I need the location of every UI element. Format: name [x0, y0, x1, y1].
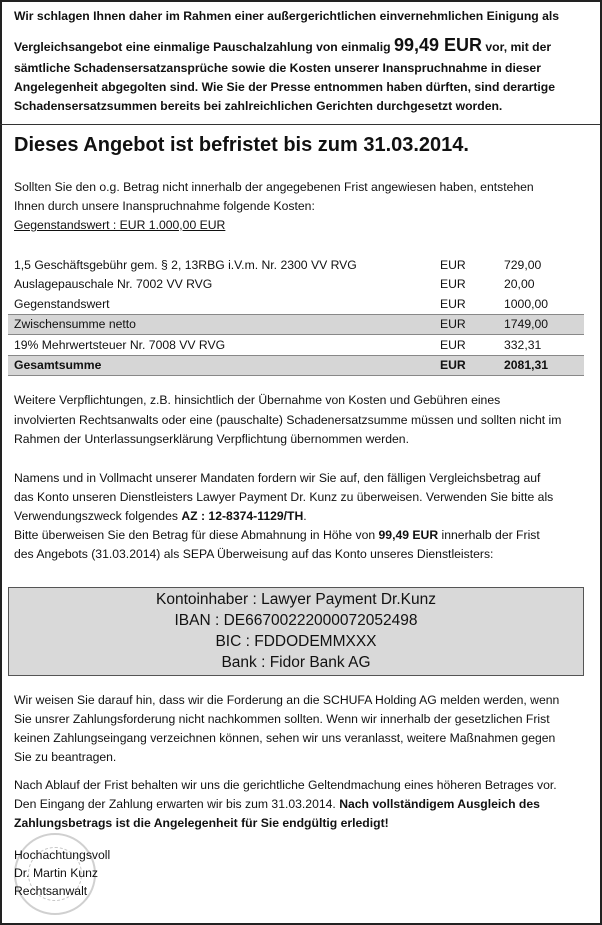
divider [0, 124, 600, 125]
fee-currency: EUR [440, 296, 466, 311]
obligations-line-2: involvierten Rechtsanwalts oder eine (pauschalte) Schadenersatzsumme müssen und sollten nicht im [14, 413, 562, 427]
payment-line-3-end: . [303, 509, 307, 523]
costs-intro-line-2: Ihnen durch unsere Inanspruchnahme folgende Kosten: [14, 199, 315, 213]
payment-line-4 [14, 526, 540, 545]
signature-role: Rechtsanwalt [14, 884, 88, 898]
payment-line-2: das Konto unseren Dienstleisters Lawyer Payment Dr. Kunz zu überweisen. Verwenden Sie bitte als [14, 490, 554, 504]
fee-label: Gegenstandswert [14, 296, 110, 311]
fee-amount: 729,00 [504, 257, 542, 272]
fee-currency: EUR [434, 314, 498, 335]
fee-currency: EUR [440, 257, 466, 272]
fee-row [8, 294, 584, 314]
intro-line-2-end: vor, mit der [485, 40, 552, 54]
total-row [8, 355, 584, 376]
payment-line-3-text: Verwendungszweck folgendes [14, 509, 178, 523]
obligations-line-1: Weitere Verpflichtungen, z.B. hinsichtlich der Übernahme von Kosten und Gebühren eines [14, 393, 501, 407]
payment-line-4-text: Bitte überweisen Sie den Betrag für diese Abmahnung in Höhe von [14, 528, 376, 542]
fee-amount: 2081,31 [498, 355, 584, 376]
fee-label: Zwischensumme netto [8, 314, 434, 335]
fee-currency: EUR [434, 355, 498, 376]
account-holder: Kontoinhaber : Lawyer Payment Dr.Kunz [155, 591, 436, 608]
fee-label: Auslagepauschale Nr. 7002 VV RVG [14, 277, 213, 292]
intro-line-1: Wir schlagen Ihnen daher im Rahmen einer außergerichtlichen einvernehmlichen Einigung als [14, 9, 560, 23]
schufa-line-3: keinen Zahlungseingang verzeichnen können, sehen wir uns veranlasst, weitere Maßnahmen gegen [14, 731, 556, 745]
deadline-title: Dieses Angebot ist befristet bis zum 31.03.2014. [14, 134, 469, 156]
payment-line-5: des Angebots (31.03.2014) als SEPA Überweisung auf das Konto unseres Dienstleisters: [14, 547, 494, 561]
payment-line-4-end: innerhalb der Frist [441, 528, 540, 542]
bank-details-box [8, 587, 584, 676]
subtotal-row [8, 314, 584, 335]
fee-label: 19% Mehrwertsteuer Nr. 7008 VV RVG [8, 335, 434, 356]
schufa-line-4: Sie zu beantragen. [14, 750, 117, 764]
signature-greeting: Hochachtungsvoll [14, 848, 111, 862]
intro-line-3: sämtliche Schadensersatzansprüche sowie die Kosten unserer Inanspruchnahme in dieser [14, 61, 541, 75]
signature-block [14, 846, 110, 900]
closing-line-2-text: Den Eingang der Zahlung erwarten wir bis zum 31.03.2014. [14, 797, 336, 811]
closing-line-2 [14, 795, 540, 814]
intro-line-4: Angelegenheit abgegolten sind. Wie Sie der Presse entnommen haben dürften, sind derartige [14, 80, 555, 94]
bic: BIC : FDDODEMMXXX [215, 633, 377, 650]
fee-amount: 332,31 [498, 335, 584, 356]
fee-currency: EUR [440, 277, 466, 292]
bank-name: Bank : Fidor Bank AG [221, 654, 371, 671]
costs-intro-line-1: Sollten Sie den o.g. Betrag nicht innerhalb der angegebenen Frist angewiesen haben, entstehen [14, 180, 534, 194]
signature-name: Dr. Martin Kunz [14, 866, 98, 880]
payment-amount: 99,49 EUR [378, 528, 439, 542]
offer-amount: 99,49 EUR [393, 35, 483, 55]
closing-line-2-bold: Nach vollständigem Ausgleich des [339, 797, 540, 811]
payment-line-3 [14, 507, 307, 526]
fee-amount: 20,00 [504, 277, 535, 292]
payment-line-1: Namens und in Vollmacht unserer Mandaten fordern wir Sie auf, den fälligen Vergleichsbetrag auf [14, 471, 541, 485]
obligations-line-3: Rahmen der Unterlassungserklärung Verpflichtung übernommen werden. [14, 432, 409, 446]
fees-table [8, 255, 584, 376]
vat-row [8, 335, 584, 356]
fee-amount: 1000,00 [504, 296, 549, 311]
fee-currency: EUR [434, 335, 498, 356]
closing-line-1: Nach Ablauf der Frist behalten wir uns die gerichtliche Geltendmachung eines höheren Betrages vor. [14, 778, 557, 792]
schufa-line-2: Sie unsrer Zahlungsforderung nicht nachkommen sollten. Wenn wir innerhalb der gesetzlichen Frist [14, 712, 550, 726]
intro-line-2-text: Vergleichsangebot eine einmalige Pauschalzahlung von einmalig [14, 40, 391, 54]
payment-reference: AZ : 12-8374-1129/TH [181, 509, 304, 523]
fee-amount: 1749,00 [498, 314, 584, 335]
fee-row [8, 255, 584, 275]
schufa-line-1: Wir weisen Sie darauf hin, dass wir die Forderung an die SCHUFA Holding AG melden werden, wenn [14, 693, 560, 707]
fee-row [8, 275, 584, 295]
iban: IBAN : DE66700222000072052498 [174, 612, 418, 629]
intro-line-2 [14, 33, 551, 59]
subject-value: Gegenstandswert : EUR 1.000,00 EUR [14, 218, 226, 232]
closing-line-3: Zahlungsbetrags ist die Angelegenheit für Sie endgültig erledigt! [14, 816, 389, 830]
fee-label: 1,5 Geschäftsgebühr gem. § 2, 13RBG i.V.m. Nr. 2300 VV RVG [14, 257, 357, 272]
fee-label: Gesamtsumme [8, 355, 434, 376]
intro-line-5: Schadensersatzsummen bereits bei zahlreichlichen Gerichten durchgesetzt worden. [14, 99, 503, 113]
